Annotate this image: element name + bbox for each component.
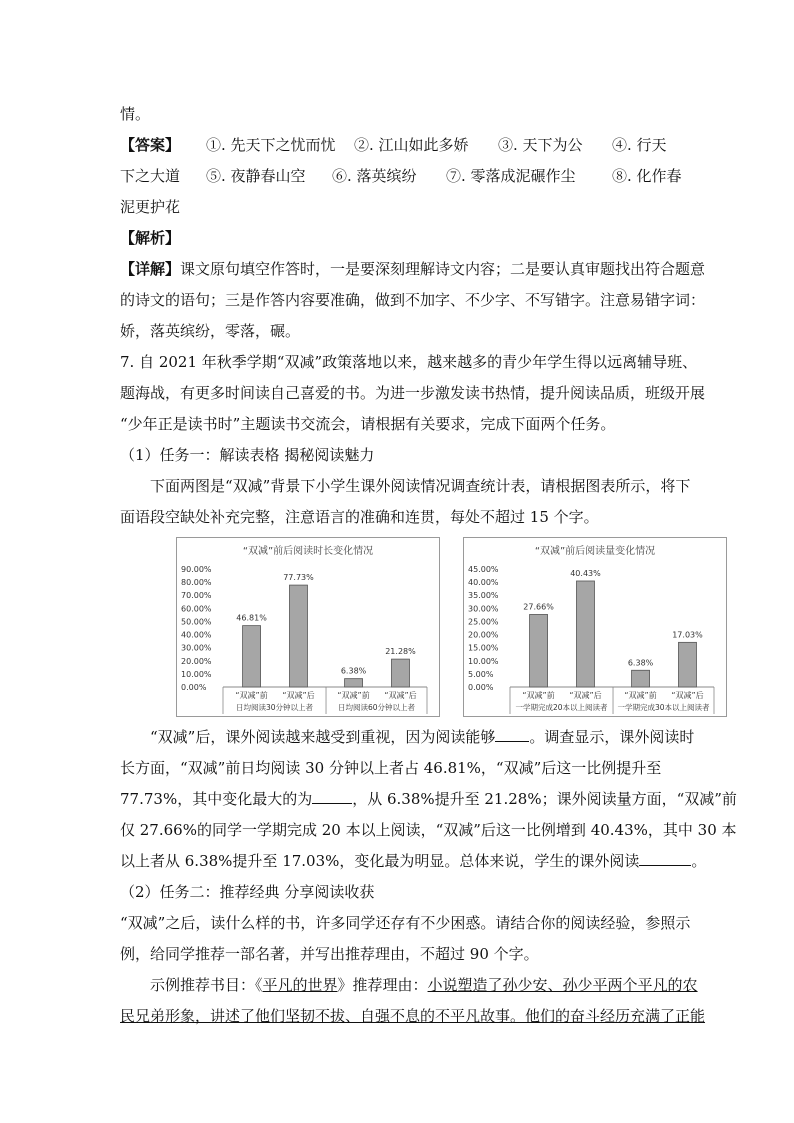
question-7-line-1: 7. 自 2021 年秋季学期“双减”政策落地以来，越来越多的青少年学生得以远离辅导班、 <box>120 353 698 371</box>
paragraph-text: 。 <box>691 852 707 870</box>
text-line: 情。 <box>120 105 151 123</box>
data-label: 77.73% <box>283 573 314 583</box>
y-tick-label: 10.00% <box>181 669 212 679</box>
data-label: 40.43% <box>570 568 601 578</box>
answer-item: ⑦. 零落成泥碾作尘 <box>446 167 576 185</box>
bar <box>243 626 261 687</box>
data-label: 6.38% <box>627 658 654 668</box>
bar <box>391 659 409 687</box>
answer-item: ⑤. 夜静春山空 <box>206 167 306 185</box>
y-tick-label: 70.00% <box>181 591 212 601</box>
y-tick-label: 25.00% <box>468 617 499 627</box>
y-tick-label: 0.00% <box>468 683 494 692</box>
group-label: 日均阅读60分钟以上者 <box>337 703 416 712</box>
bar <box>632 670 650 687</box>
y-tick-label: 20.00% <box>181 656 212 666</box>
y-tick-label: 40.00% <box>468 578 499 588</box>
y-tick-label: 80.00% <box>181 578 212 588</box>
text-line: 泥更护花 <box>120 198 181 216</box>
answer-item: ③. 天下为公 <box>498 136 583 154</box>
answer-item: ⑧. 化作春 <box>612 167 682 185</box>
answer-row-1 <box>120 135 667 155</box>
detail-line-2: 的诗文的语句；三是作答内容要准确，做到不加字、不少字、不写错字。注意易错字词： <box>120 291 706 309</box>
paragraph-line-1 <box>150 727 694 747</box>
task-1-line-2: 面语段空缺处补充完整，注意语言的准确和连贯，每处不超过 15 个字。 <box>120 508 599 526</box>
detail-label: 【详解】 <box>120 260 181 278</box>
data-label: 46.81% <box>236 613 267 623</box>
y-tick-label: 90.00% <box>181 565 212 574</box>
example-line-2: 民兄弟形象，讲述了他们坚韧不拔、自强不息的不平凡故事。他们的奋斗经历充满了正能 <box>120 1007 706 1025</box>
task-2-line-1: “双减”之后，读什么样的书，许多同学还存有不少困惑。请结合你的阅读经验，参照示 <box>120 914 691 932</box>
reading-volume-chart <box>463 537 727 717</box>
bar <box>678 642 696 687</box>
question-7-line-2: 题海战，有更多时间读自己喜爱的书。为进一步激发读书热情，提升阅读品质，班级开展 <box>120 384 706 402</box>
example-line-1 <box>150 975 698 995</box>
detail-text: 课文原句填空作答时，一是要深刻理解诗文内容；二是要认真审题找出符合题意 <box>180 260 706 278</box>
example-book-title: 平凡的世界 <box>262 976 338 994</box>
x-tick-label: “双减”后 <box>384 691 417 700</box>
detail-line-3: 娇，落英缤纷，零落，碾。 <box>120 322 301 340</box>
example-text: 示例推荐书目：《 <box>150 976 263 994</box>
x-tick-label: “双减”后 <box>569 691 602 700</box>
y-tick-label: 50.00% <box>181 617 212 627</box>
data-label: 17.03% <box>672 630 703 640</box>
task-1-heading: （1）任务一：解读表格 揭秘阅读魅力 <box>120 446 375 464</box>
answer-item: ①. 先天下之忧而忧 <box>206 136 336 154</box>
y-tick-label: 60.00% <box>181 604 212 614</box>
question-7-line-3: “少年正是读书时”主题读书交流会，请根据有关要求，完成下面两个任务。 <box>120 415 616 433</box>
y-tick-label: 5.00% <box>468 669 494 679</box>
y-tick-label: 15.00% <box>468 643 499 653</box>
y-tick-label: 30.00% <box>468 604 499 614</box>
chart-title: “双减”前后阅读量变化情况 <box>534 546 656 557</box>
group-label: 一学期完成30本以上阅读者 <box>617 703 710 712</box>
bar <box>345 679 363 687</box>
example-reason: 小说塑造了孙少安、孙少平两个平凡的农 <box>427 976 698 994</box>
answer-item: 下之大道 <box>120 167 181 185</box>
detail-line-1 <box>120 259 705 279</box>
answer-row-2 <box>120 166 682 186</box>
paragraph-text: 以上者从 6.38%提升至 17.03%，变化最为明显。总体来说，学生的课外阅读 <box>120 852 640 870</box>
x-tick-label: “双减”后 <box>671 691 704 700</box>
answer-item: ⑥. 落英缤纷 <box>332 167 417 185</box>
y-tick-label: 40.00% <box>181 630 212 640</box>
chart-title: “双减”前后阅读时长变化情况 <box>242 546 374 557</box>
group-label: 日均阅读30分钟以上者 <box>235 703 314 712</box>
paragraph-line-2: 长方面，“双减”前日均阅读 30 分钟以上者占 46.81%，“双减”后这一比例提升至 <box>120 759 662 777</box>
x-tick-label: “双减”前 <box>624 691 657 700</box>
data-label: 21.28% <box>385 647 416 657</box>
reading-time-chart-svg <box>177 538 439 716</box>
y-tick-label: 0.00% <box>181 683 207 692</box>
answer-item: ②. 江山如此多娇 <box>354 136 469 154</box>
reading-time-chart <box>176 537 440 717</box>
y-tick-label: 35.00% <box>468 591 499 601</box>
fill-blank[interactable] <box>639 851 691 866</box>
x-tick-label: “双减”后 <box>282 691 315 700</box>
x-tick-label: “双减”前 <box>522 691 555 700</box>
bar <box>289 585 307 687</box>
example-text: 》推荐理由： <box>337 976 428 994</box>
y-tick-label: 45.00% <box>468 565 499 574</box>
task-2-heading: （2）任务二：推荐经典 分享阅读收获 <box>120 883 375 901</box>
data-label: 27.66% <box>523 602 554 612</box>
reading-volume-chart-svg <box>464 538 726 716</box>
y-tick-label: 30.00% <box>181 643 212 653</box>
x-tick-label: “双减”前 <box>337 691 370 700</box>
paragraph-line-4: 仅 27.66%的同学一学期完成 20 本以上阅读，“双减”后这一比例增到 40.43%，其中 30 本 <box>120 821 737 839</box>
y-tick-label: 20.00% <box>468 630 499 640</box>
answer-label: 【答案】 <box>120 136 181 154</box>
paragraph-text: “双减”后，课外阅读越来越受到重视，因为阅读能够 <box>150 728 496 746</box>
group-label: 一学期完成20本以上阅读者 <box>515 703 608 712</box>
analysis-label: 【解析】 <box>120 229 181 247</box>
y-tick-label: 10.00% <box>468 656 499 666</box>
data-label: 6.38% <box>340 666 367 676</box>
paragraph-text: ，从 6.38%提升至 21.28%；课外阅读量方面，“双减”前 <box>352 790 737 808</box>
paragraph-text: 77.73%，其中变化最大的为 <box>120 790 313 808</box>
paragraph-line-5 <box>120 851 706 871</box>
paragraph-line-3 <box>120 789 737 809</box>
task-2-line-2: 例，给同学推荐一部名著，并写出推荐理由，不超过 90 个字。 <box>120 945 539 963</box>
bar <box>530 614 548 687</box>
bar <box>576 581 594 687</box>
fill-blank[interactable] <box>312 789 352 804</box>
task-1-line-1: 下面两图是“双减”背景下小学生课外阅读情况调查统计表，请根据图表所示，将下 <box>150 477 691 495</box>
x-tick-label: “双减”前 <box>235 691 268 700</box>
answer-item: ④. 行天 <box>612 136 667 154</box>
fill-blank[interactable] <box>495 727 529 742</box>
paragraph-text: 。调查显示，课外阅读时 <box>529 728 695 746</box>
